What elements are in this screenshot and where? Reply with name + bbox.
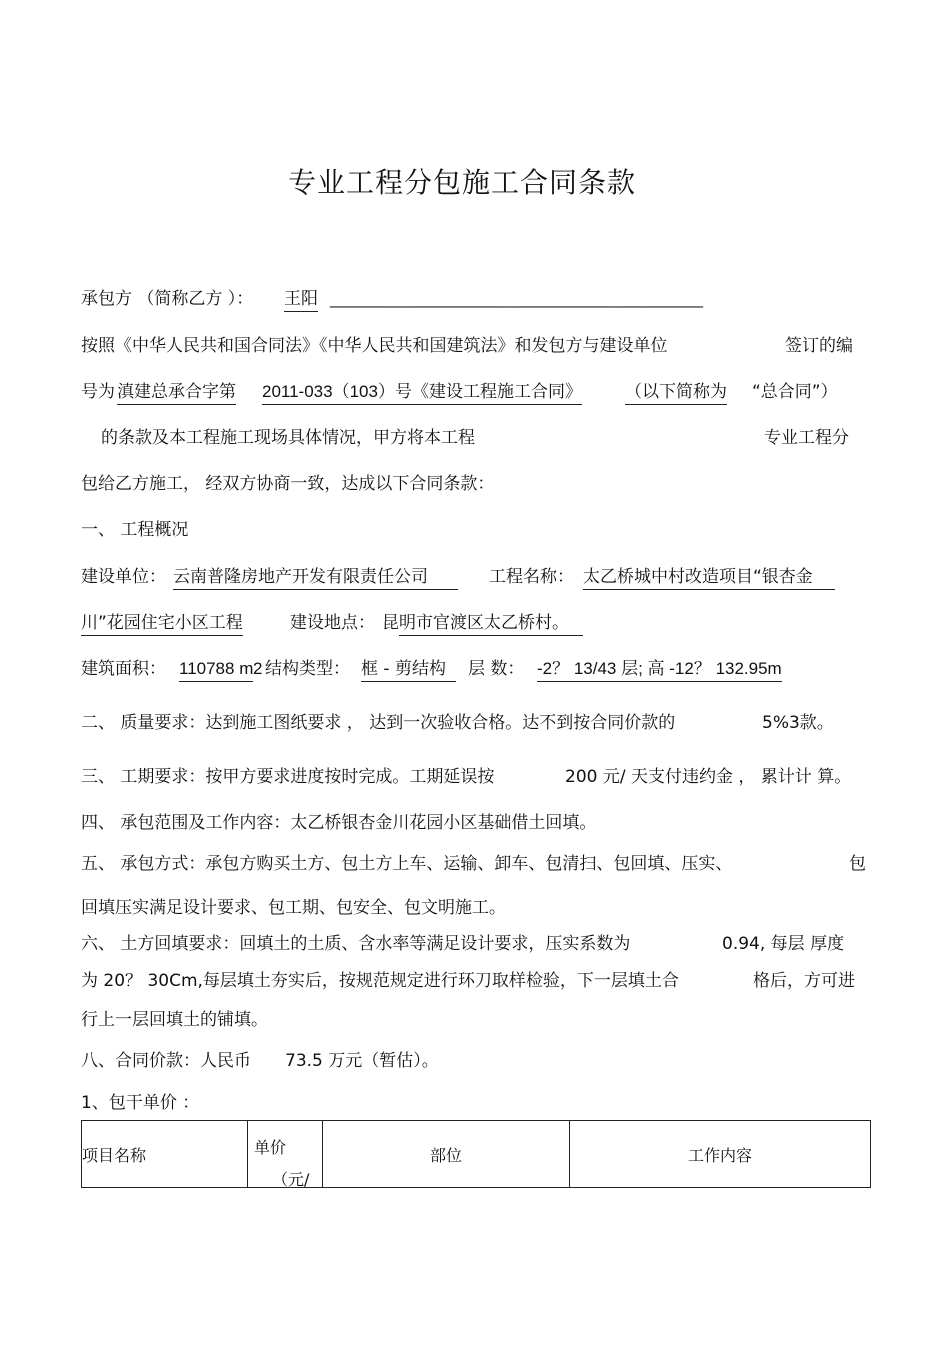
section-3-text: 三、 工期要求：按甲方要求进度按时完成。工期延误按 <box>81 767 495 787</box>
section-1-heading: 一、 工程概况 <box>81 520 189 540</box>
header-unit-price-line1: 单价 <box>254 1138 287 1157</box>
section-6-line3: 行上一层回填土的铺填。 <box>81 1010 268 1030</box>
area-label: 建筑面积： <box>81 659 166 679</box>
intro-line3-tail: 专业工程分 <box>764 428 849 448</box>
unit-price-table <box>81 1120 871 1188</box>
section-6-line2-tail: 格后，方可进 <box>753 971 855 991</box>
intro-line1: 按照《中华人民共和国合同法》《中华人民共和国建筑法》和发包方与建设单位 <box>81 336 668 356</box>
floors-value: -2？ 13/43 层; 高 -12？ 132.95m <box>537 658 782 682</box>
area-unit: 2 <box>253 659 263 678</box>
section-5-line1-tail: 包 <box>849 854 866 874</box>
page-title: 专业工程分包施工合同条款 <box>288 166 637 199</box>
header-unit-price-line2: （元/ <box>272 1170 310 1189</box>
intro-line2-a: 号为 <box>81 382 115 402</box>
intro-line3: 的条款及本工程施工现场具体情况，甲方将本工程 <box>101 428 475 448</box>
intro-line2-e: “总合同”） <box>752 382 838 402</box>
section-4: 四、 承包范围及工作内容：太乙桥银杏金川花园小区基础借土回填。 <box>81 813 597 833</box>
section-5-line2: 回填压实满足设计要求、包工期、包安全、包文明施工。 <box>81 898 506 918</box>
party-b-name: 王阳 <box>284 288 318 312</box>
header-work-content: 工作内容 <box>570 1121 871 1188</box>
intro-line4: 包给乙方施工， 经双方协商一致，达成以下合同条款： <box>81 474 495 494</box>
section-2-rate: 5%3款。 <box>762 713 834 733</box>
header-project-name: 项目名称 <box>82 1121 248 1188</box>
floors-label: 层 数： <box>468 659 525 679</box>
contract-price-value: 73.5 万元（暂估）。 <box>285 1051 439 1071</box>
location-value-2: 明市官渡区太乙桥村。 <box>399 612 583 636</box>
location-label: 建设地点： <box>290 613 375 633</box>
intro-line2-b: 滇建总承合字第 <box>117 381 236 405</box>
project-name-value-2: 川”花园住宅小区工程 <box>81 612 243 636</box>
table-header-row <box>82 1121 871 1188</box>
contract-price-label: 八、合同价款：人民币 <box>81 1051 251 1071</box>
header-unit-price <box>248 1121 323 1188</box>
party-b-blank: ___________________________________________ <box>330 289 703 308</box>
area-value: 110788 m <box>179 658 253 682</box>
section-6-line1-tail: 0.94, 每层 厚度 <box>722 934 845 954</box>
section-2-text: 二、 质量要求：达到施工图纸要求 ， 达到一次验收合格。达不到按合同价款的 <box>81 713 676 733</box>
section-3-penalty: 200 元/ 天支付违约金 ， 累计计 算。 <box>565 767 852 787</box>
project-name-label: 工程名称： <box>489 567 574 587</box>
section-5-line1: 五、 承包方式：承包方购买土方、包土方上车、运输、卸车、包清扫、包回填、压实、 <box>81 854 733 874</box>
location-value-1: 昆 <box>382 613 399 633</box>
build-unit-value: 云南普隆房地产开发有限责任公司 <box>173 566 458 590</box>
project-name-value-1: 太乙桥城中村改造项目“银杏金 <box>583 566 835 590</box>
structure-label: 结构类型： <box>265 659 350 679</box>
section-6-line1: 六、 土方回填要求：回填土的土质、含水率等满足设计要求，压实系数为 <box>81 934 631 954</box>
intro-line1-tail: 签订的编 <box>785 336 853 356</box>
intro-line2-d: （以下简称为 <box>625 381 727 405</box>
structure-value: 框 - 剪结构 <box>361 658 456 682</box>
build-unit-label: 建设单位： <box>81 567 166 587</box>
section-6-line2: 为 20？ 30Cm,每层填土夯实后，按规范规定进行环刀取样检验，下一层填土合 <box>81 971 679 991</box>
party-b-label: 承包方 （简称乙方 ）： <box>81 289 254 309</box>
intro-line2-c: 2011-033（103）号《建设工程施工合同》 <box>262 381 582 405</box>
sub-heading-unit-price: 1、包干单价 ： <box>81 1093 200 1113</box>
header-location: 部位 <box>323 1121 570 1188</box>
